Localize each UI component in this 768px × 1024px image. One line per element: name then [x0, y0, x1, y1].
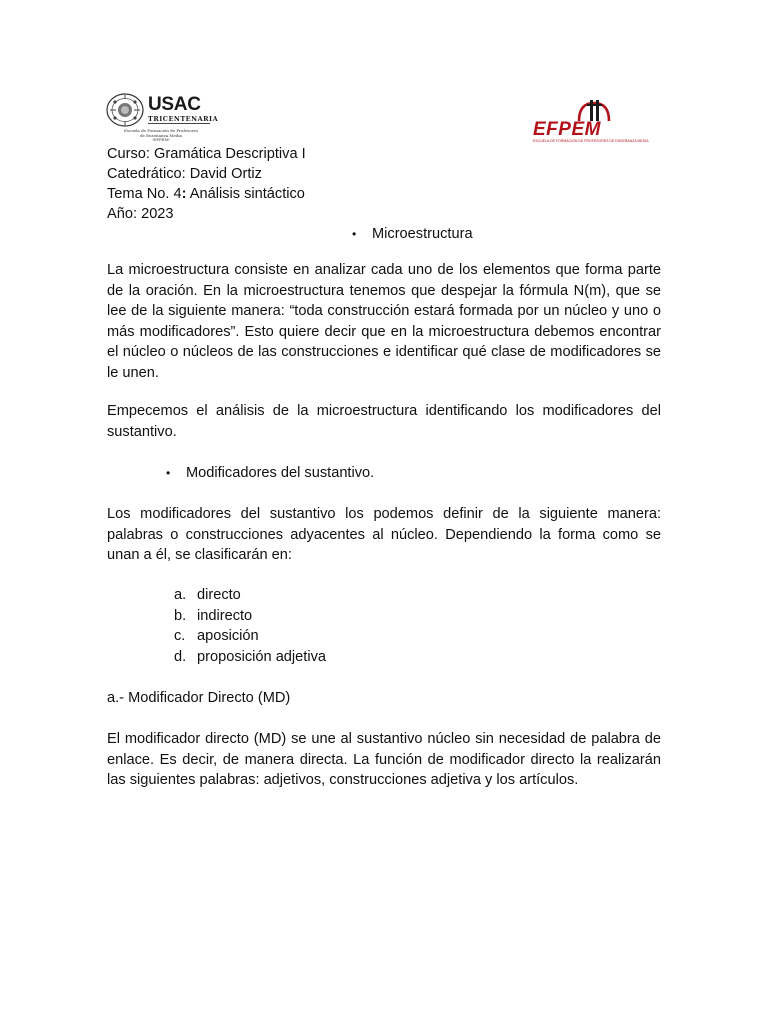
usac-small-line-1: Escuela de Formación de Profesores: [124, 128, 198, 133]
modificador-directo-subheading: a.- Modificador Directo (MD): [107, 690, 291, 706]
course-line: Curso: Gramática Descriptiva I: [107, 146, 306, 162]
list-marker: d.: [174, 648, 187, 665]
bullet-icon: •: [166, 466, 171, 480]
list-text: directo: [197, 587, 241, 603]
paragraph-modificadores: Los modificadores del sustantivo los podemos definir de la siguiente manera: palabras o construcciones adyacentes al núcleo. Dependiendo la forma como se unan a él, se clasificarán en:: [107, 506, 661, 564]
usac-logo: [106, 93, 219, 143]
list-text: indirecto: [197, 607, 253, 624]
usac-logo-word: USAC: [148, 94, 201, 115]
modificadores-heading: [166, 463, 374, 483]
heading-text: Microestructura: [372, 226, 473, 242]
usac-logo-divider: [148, 123, 210, 124]
efpem-logo-tagline: ESCUELA DE FORMACIÓN DE PROFESORES DE ENSEÑANZA MEDIA: [533, 139, 649, 143]
topic-rest: Análisis sintáctico: [186, 186, 305, 202]
list-item: [174, 647, 326, 668]
efpem-logo-word: EFPEM: [533, 119, 601, 140]
microestructura-heading: [352, 224, 473, 244]
paragraph-microestructura: La microestructura consiste en analizar cada uno de los elementos que forma parte de la oración. En la microestructura tenemos que despejar la fórmula N(m), que se lee de la siguiente manera: “toda construcción estará formada por un núcleo y uno o más modificadores”. Esto quiere decir que en la microestructura debemos encontrar el núcleo o núcleos de las construcciones e identificar qué clase de modificadores se le unen.: [107, 262, 661, 381]
list-marker: b.: [174, 607, 187, 624]
list-item: [174, 626, 326, 647]
usac-seal-icon: [106, 93, 144, 127]
topic-prefix: Tema No. 4: [107, 186, 182, 202]
modifier-types-list: [174, 585, 326, 667]
list-text: proposición adjetiva: [197, 648, 326, 665]
topic-line: [107, 184, 305, 204]
paragraph-modificador-directo: El modificador directo (MD) se une al sustantivo núcleo sin necesidad de palabra de enlace. Es decir, de manera directa. La función de modificador directo la realizarán las siguientes palabras: adjetivos, construcciones adjetiva y los artículos.: [107, 731, 661, 789]
paragraph-empecemos: Empecemos el análisis de la microestructura identificando los modificadores del sustantivo.: [107, 403, 661, 440]
usac-logo-small-text: [106, 129, 216, 143]
list-item: [174, 585, 326, 606]
year-line: Año: 2023: [107, 206, 174, 222]
list-item: [174, 606, 326, 627]
list-marker: c.: [174, 628, 186, 645]
professor-line: Catedrático: David Ortiz: [107, 166, 262, 182]
topic-colon: :: [181, 186, 187, 202]
list-text: aposición: [197, 628, 259, 645]
heading-text: Modificadores del sustantivo.: [186, 465, 375, 481]
list-marker: a.: [174, 587, 187, 603]
usac-small-line-2: de Enseñanza Media: [139, 132, 183, 138]
efpem-logo: [530, 100, 660, 146]
usac-logo-subtitle: TRICENTENARIA: [148, 115, 219, 123]
usac-small-line-3: -EFPEM-: [151, 137, 171, 143]
bullet-icon: •: [352, 227, 357, 241]
